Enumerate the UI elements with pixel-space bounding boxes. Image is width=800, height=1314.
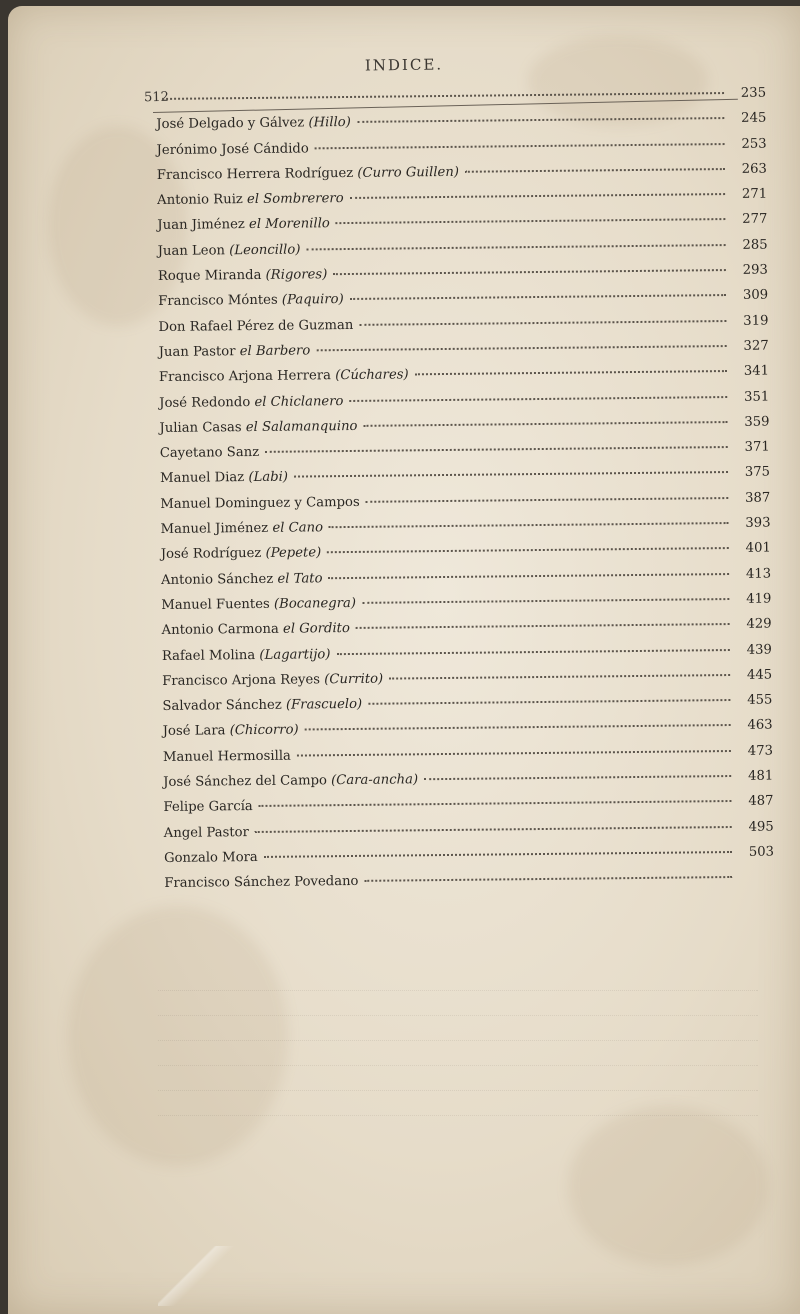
toc-entry-alias: (Paquiro): [281, 292, 344, 309]
toc-entry-name: [157, 191, 344, 208]
toc-entry-alias: el Barbero: [239, 343, 311, 360]
toc-entry-page: 309: [742, 287, 769, 304]
toc-entry-name: [163, 723, 299, 739]
toc-entry-name-text: Julian Casas: [159, 419, 246, 436]
leader-dots: [264, 851, 732, 858]
toc-entry-alias: (Cara-ancha): [331, 772, 419, 789]
toc-entry-name-text: Manuel Jiménez: [160, 520, 273, 538]
toc-entry-alias: (Chicorro): [229, 722, 299, 739]
toc-entry-name: [158, 267, 328, 284]
leader-dots: [162, 92, 724, 100]
leader-dots: [329, 522, 729, 528]
toc-entry-page: 351: [743, 389, 770, 405]
toc-entry-name: [160, 495, 360, 512]
toc-entry-page: 293: [742, 262, 768, 278]
toc-entry-name: [164, 825, 249, 841]
toc-entry-page: 419: [746, 591, 772, 607]
page-title: INDICE.: [364, 55, 444, 75]
toc-entry-alias: el Tato: [277, 570, 323, 587]
toc-entry-name-text: Salvador Sánchez: [162, 697, 287, 715]
toc-entry-page: 319: [743, 313, 769, 329]
toc-entry-page: 327: [743, 338, 769, 354]
leader-dots: [316, 345, 726, 351]
toc-entry-name-text: Antonio Sánchez: [161, 571, 278, 588]
toc-entry-name: [161, 571, 323, 588]
toc-entry-name: [164, 850, 258, 866]
toc-entry-name: [157, 165, 459, 183]
toc-entry-alias: (Currito): [324, 671, 384, 688]
torn-corner: [158, 1246, 238, 1306]
toc-entry-alias: el Sombrerero: [246, 191, 344, 208]
toc-entry-name-text: Rafael Molina: [161, 647, 260, 664]
leader-dots: [350, 193, 726, 199]
toc-entry-name: [163, 799, 252, 815]
toc-entry-page: 341: [743, 363, 770, 380]
toc-entry-name-text: Gonzalo Mora: [163, 849, 258, 866]
leader-dots: [424, 775, 731, 780]
toc-entry-alias: el Salamanquino: [245, 418, 358, 435]
toc-entry-page: 481: [747, 768, 774, 784]
table-of-contents: [156, 86, 774, 902]
paper-stain: [568, 1106, 768, 1266]
leader-dots: [336, 219, 726, 225]
toc-entry-name-text: José Delgado y Gálvez: [156, 115, 309, 133]
toc-entry-alias: (Rigores): [265, 267, 328, 283]
toc-entry-name-text: Francisco Arjona Reyes: [162, 672, 325, 689]
toc-entry-name-text: Francisco Arjona Herrera: [158, 368, 336, 386]
toc-entry-name-text: Manuel Dominguez y Campos: [160, 494, 360, 512]
toc-entry-page: 445: [746, 667, 773, 683]
toc-entry: [164, 870, 774, 902]
toc-entry-name-text: Juan Leon: [157, 243, 230, 259]
toc-entry-name: [162, 621, 350, 638]
toc-entry-page: 253: [741, 136, 767, 152]
leader-dots: [465, 168, 725, 173]
toc-entry-name-text: Manuel Hermosilla: [162, 748, 291, 765]
toc-entry-alias: (Leoncillo): [229, 242, 301, 259]
page-number: 512: [143, 89, 169, 106]
toc-entry-name-text: Cayetano Sanz: [159, 445, 260, 462]
toc-entry-name: [163, 748, 291, 764]
leader-dots: [333, 269, 726, 275]
toc-entry-alias: (Cúchares): [335, 367, 409, 384]
leader-dots: [368, 699, 730, 705]
toc-entry-page: 401: [745, 540, 771, 557]
toc-entry-name: [162, 697, 362, 714]
toc-entry-name: [158, 318, 353, 335]
toc-entry-name: [158, 292, 344, 309]
leader-dots: [389, 674, 730, 680]
toc-entry-alias: el Chiclanero: [254, 393, 344, 410]
toc-entry-alias: (Pepete): [265, 545, 322, 562]
leader-dots: [366, 497, 729, 503]
leader-dots: [255, 826, 732, 833]
bleed-through: [158, 966, 758, 1116]
toc-entry-name-text: Felipe García: [163, 799, 253, 816]
toc-entry-name-text: Francisco Herrera Rodríguez: [156, 165, 358, 183]
leader-dots: [349, 396, 727, 402]
toc-entry-name-text: Juan Pastor: [158, 344, 240, 360]
toc-entry-alias: (Lagartijo): [259, 646, 331, 663]
leader-dots: [362, 598, 729, 604]
leader-dots: [357, 117, 724, 123]
toc-entry-name: [160, 470, 288, 486]
toc-entry-page: 495: [748, 819, 774, 835]
toc-entry-name-text: Jerónimo José Cándido: [156, 140, 309, 158]
leader-dots: [364, 876, 732, 882]
toc-entry-name-text: Francisco Sánchez Povedano: [164, 874, 359, 892]
toc-entry-name: [157, 217, 330, 234]
toc-entry-page: 387: [745, 490, 771, 506]
toc-entry-name: [160, 445, 259, 461]
toc-entry-page: 429: [746, 616, 772, 633]
toc-entry-page: 277: [742, 212, 768, 228]
book-page: [8, 6, 800, 1314]
toc-entry-name-text: Don Rafael Pérez de Guzman: [158, 317, 354, 335]
toc-entry-name-text: Francisco Móntes: [158, 293, 282, 310]
toc-entry-page: 463: [747, 717, 773, 734]
leader-dots: [327, 547, 729, 553]
toc-entry-page: 503: [748, 844, 775, 860]
toc-entry-alias: (Hillo): [308, 115, 351, 131]
toc-entry-alias: (Curro Guillen): [357, 164, 460, 181]
toc-entry-page: 375: [744, 465, 771, 481]
toc-entry-name-text: Manuel Fuentes: [161, 596, 275, 613]
leader-dots: [415, 370, 727, 375]
toc-entry-name-text: Juan Jiménez: [157, 217, 250, 234]
toc-entry-name-text: José Sánchez del Campo: [163, 773, 332, 790]
leader-dots: [265, 446, 728, 453]
toc-entry-page: 487: [748, 793, 774, 810]
toc-entry-name-text: José Rodríguez: [160, 546, 266, 563]
toc-entry-name-text: Angel Pastor: [163, 824, 249, 841]
toc-entry-alias: (Bocanegra): [273, 595, 357, 612]
toc-entry-name: [161, 520, 324, 537]
toc-entry-name: [164, 874, 358, 891]
toc-entry-page: 393: [745, 515, 771, 531]
toc-entry-name: [161, 596, 356, 613]
leader-dots: [297, 750, 731, 757]
leader-dots: [350, 294, 726, 300]
leader-dots: [328, 573, 729, 579]
toc-entry-name-text: Manuel Diaz: [159, 470, 249, 487]
toc-entry-name: [159, 394, 343, 411]
toc-entry-page: 263: [741, 161, 767, 177]
toc-entry-name: [162, 671, 383, 688]
toc-entry-name: [161, 546, 322, 563]
toc-entry-name-text: José Lara: [162, 723, 230, 740]
leader-dots: [363, 421, 727, 427]
toc-entry-page: 439: [746, 642, 772, 658]
toc-entry-page: 245: [741, 110, 767, 127]
toc-entry-name: [156, 115, 351, 132]
toc-entry-name: [163, 772, 418, 790]
toc-entry-alias: el Morenillo: [248, 216, 330, 233]
toc-entry-name-text: Roque Miranda: [157, 267, 266, 285]
leader-dots: [336, 649, 729, 655]
toc-entry-name-text: José Redondo: [159, 394, 255, 411]
toc-entry-alias: el Gordito: [282, 621, 350, 637]
toc-entry-name-text: Antonio Ruiz: [157, 192, 248, 209]
toc-entry-page: 455: [747, 692, 773, 708]
toc-entry-name-text: Antonio Carmona: [161, 621, 284, 639]
toc-entry-name: [159, 419, 357, 436]
leader-dots: [359, 320, 726, 326]
toc-entry-alias: (Labi): [248, 470, 289, 486]
toc-entry-alias: el Cano: [272, 520, 324, 536]
toc-entry-page: 235: [740, 85, 767, 101]
toc-entry-page: 473: [747, 743, 774, 759]
leader-dots: [356, 623, 730, 629]
leader-dots: [315, 143, 725, 149]
leader-dots: [305, 724, 731, 730]
toc-entry-name: [159, 343, 311, 360]
leader-dots: [259, 800, 732, 807]
toc-entry-page: 371: [744, 439, 770, 456]
toc-entry-name: [158, 242, 301, 258]
toc-entry-page: 285: [742, 237, 768, 253]
toc-entry-name: [162, 647, 331, 664]
toc-entry-page: 359: [744, 414, 770, 430]
leader-dots: [306, 244, 725, 250]
toc-entry-name: [159, 368, 409, 386]
toc-entry-alias: (Frascuelo): [285, 697, 363, 713]
toc-entry-name: [157, 141, 309, 158]
leader-dots: [294, 471, 728, 478]
toc-entry-page: 413: [745, 566, 772, 582]
toc-entry-page: 271: [741, 186, 768, 203]
